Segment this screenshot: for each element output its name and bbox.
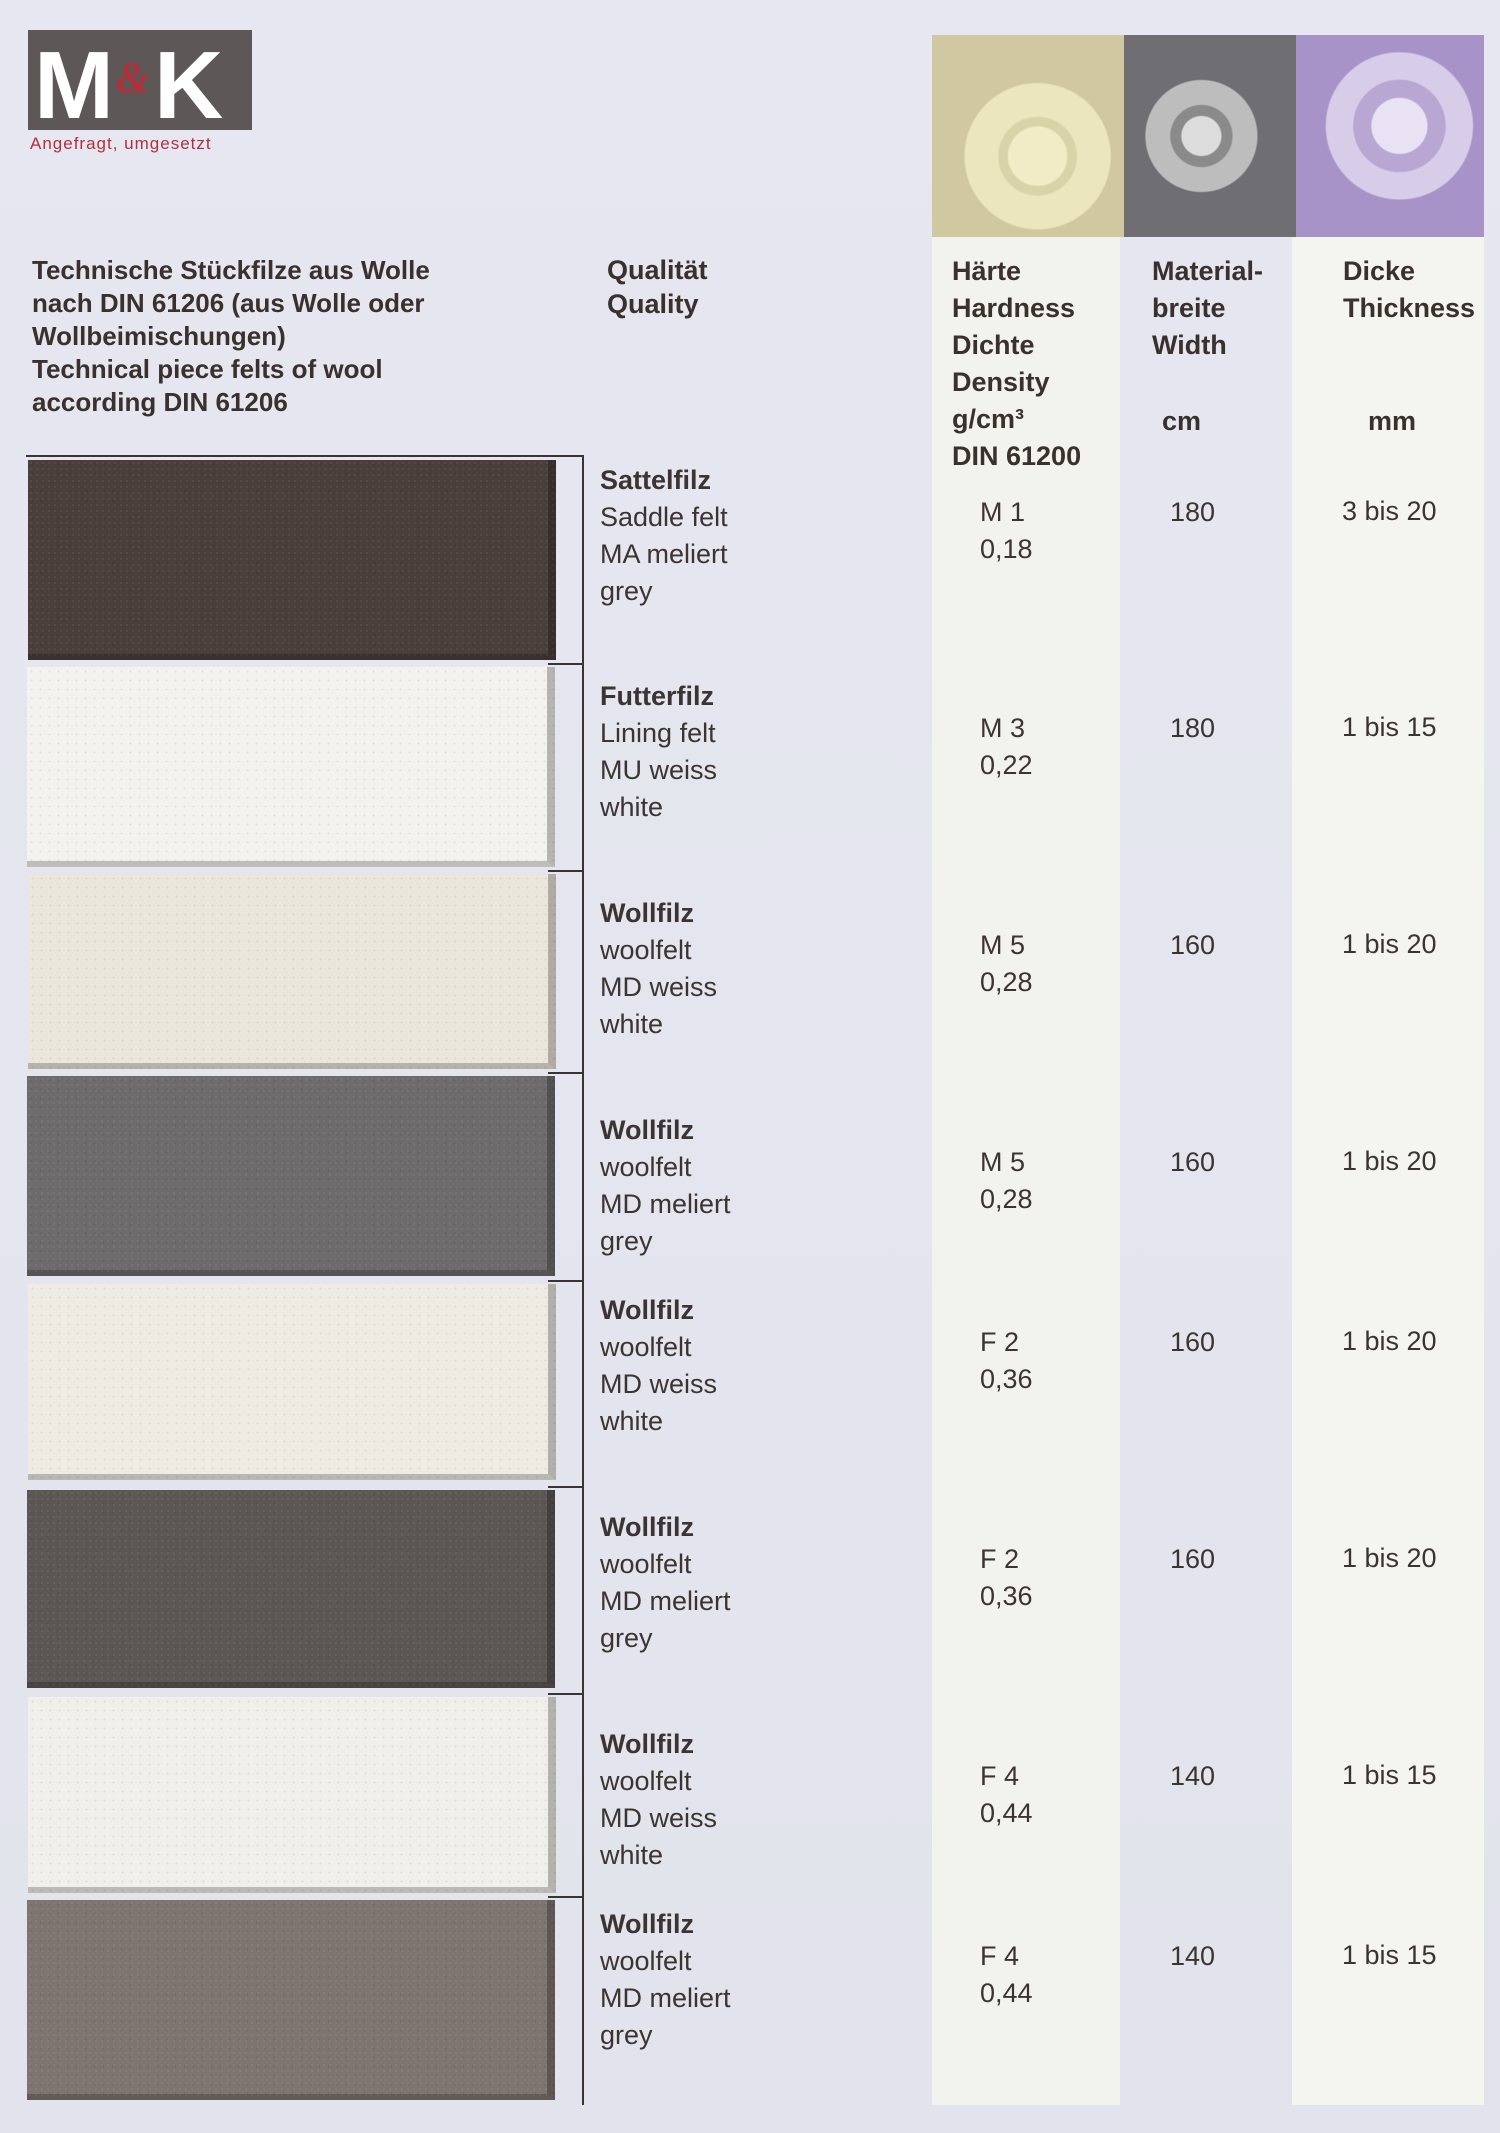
quality-en: woolfelt xyxy=(600,1549,692,1579)
felt-sample-swatch xyxy=(28,460,556,660)
width-value: 160 xyxy=(1170,1147,1216,1177)
hardness-value: F 4 xyxy=(980,1761,1020,1791)
photo-panel-yellow xyxy=(932,35,1124,237)
hardness-cell xyxy=(980,494,1033,568)
row-divider xyxy=(548,663,584,665)
quality-en: woolfelt xyxy=(600,935,692,965)
svg-text:M: M xyxy=(34,32,110,130)
density-value: 0,28 xyxy=(980,967,1033,997)
thickness-value: 1 bis 15 xyxy=(1342,1940,1437,1970)
hardness-value: F 2 xyxy=(980,1544,1020,1574)
logo-mk-icon xyxy=(28,30,252,130)
thickness-value: 1 bis 20 xyxy=(1342,1326,1437,1356)
felt-sample-swatch xyxy=(27,1490,555,1688)
thickness-value: 1 bis 20 xyxy=(1342,929,1437,959)
thickness-value: 1 bis 15 xyxy=(1342,712,1437,742)
felt-sample-swatch xyxy=(27,1076,555,1276)
quality-name: Wollfilz xyxy=(600,1909,694,1939)
density-value: 0,36 xyxy=(980,1581,1033,1611)
width-value: 180 xyxy=(1170,713,1216,743)
brand-logo xyxy=(28,30,252,154)
row-divider xyxy=(548,1693,584,1695)
thickness-unit: mm xyxy=(1368,406,1417,436)
hardness-cell xyxy=(980,1324,1033,1398)
quality-name: Sattelfilz xyxy=(600,465,712,495)
quality-grade: MD weiss xyxy=(600,1803,718,1833)
thickness-value: 1 bis 15 xyxy=(1342,1760,1437,1790)
hardness-value: F 4 xyxy=(980,1941,1020,1971)
hardness-value: M 5 xyxy=(980,1147,1026,1177)
width-value: 160 xyxy=(1170,930,1216,960)
width-unit: cm xyxy=(1162,406,1202,436)
quality-grade: MD weiss xyxy=(600,972,718,1002)
hardness-value: F 2 xyxy=(980,1327,1020,1357)
hardness-value: M 3 xyxy=(980,713,1026,743)
thickness-value: 3 bis 20 xyxy=(1342,496,1437,526)
svg-text:K: K xyxy=(154,32,224,130)
hardness-cell xyxy=(980,1758,1033,1832)
quality-cell xyxy=(600,895,717,1043)
quality-color: grey xyxy=(600,1623,653,1653)
photo-panel-grey xyxy=(1124,35,1296,237)
width-value: 180 xyxy=(1170,497,1216,527)
quality-name: Wollfilz xyxy=(600,1115,694,1145)
quality-en: woolfelt xyxy=(600,1152,692,1182)
table-title: Technische Stückfilze aus Wolle nach DIN 61206 (aus Wolle oder Wollbeimischungen) Technical piece felts of wool according DIN 61206 xyxy=(32,255,430,417)
quality-color: grey xyxy=(600,2020,653,2050)
quality-header: Qualität Quality xyxy=(607,255,708,319)
density-value: 0,28 xyxy=(980,1184,1033,1214)
width-header: Material- breite Width cm xyxy=(1152,253,1263,364)
quality-en: Lining felt xyxy=(600,718,716,748)
width-value: 160 xyxy=(1170,1327,1216,1357)
felt-sample-swatch xyxy=(28,874,556,1069)
quality-color: white xyxy=(600,792,664,822)
svg-text:&: & xyxy=(116,53,151,102)
row-divider xyxy=(548,1896,584,1898)
quality-cell xyxy=(600,462,728,610)
quality-en: woolfelt xyxy=(600,1946,692,1976)
thickness-value: 1 bis 20 xyxy=(1342,1146,1437,1176)
quality-name: Futterfilz xyxy=(600,681,714,711)
felt-sample-swatch xyxy=(27,667,555,867)
hardness-header: Härte Hardness Dichte Density g/cm³ DIN 61200 xyxy=(952,256,1082,471)
quality-name: Wollfilz xyxy=(600,898,694,928)
quality-en: woolfelt xyxy=(600,1766,692,1796)
quality-color: grey xyxy=(600,1226,653,1256)
table-top-rule xyxy=(26,455,584,457)
quality-name: Wollfilz xyxy=(600,1295,694,1325)
quality-color: white xyxy=(600,1009,664,1039)
thickness-value: 1 bis 20 xyxy=(1342,1543,1437,1573)
row-divider xyxy=(548,1072,584,1074)
density-value: 0,44 xyxy=(980,1978,1033,2008)
quality-grade: MD meliert xyxy=(600,1983,731,2013)
quality-grade: MA meliert xyxy=(600,539,728,569)
thickness-header: Dicke Thickness mm xyxy=(1343,253,1475,327)
quality-color: grey xyxy=(600,576,653,606)
quality-name: Wollfilz xyxy=(600,1512,694,1542)
width-value: 140 xyxy=(1170,1941,1216,1971)
felt-sample-swatch xyxy=(28,1284,556,1480)
density-value: 0,44 xyxy=(980,1798,1033,1828)
width-value: 160 xyxy=(1170,1544,1216,1574)
quality-en: Saddle felt xyxy=(600,502,728,532)
quality-cell xyxy=(600,1726,717,1874)
density-value: 0,22 xyxy=(980,750,1033,780)
quality-color: white xyxy=(600,1406,664,1436)
hardness-cell xyxy=(980,1541,1033,1615)
quality-name: Wollfilz xyxy=(600,1729,694,1759)
width-value: 140 xyxy=(1170,1761,1216,1791)
density-value: 0,36 xyxy=(980,1364,1033,1394)
felt-parts-photo xyxy=(932,35,1484,237)
photo-panel-purple xyxy=(1296,35,1484,237)
quality-cell xyxy=(600,1112,731,1260)
quality-en: woolfelt xyxy=(600,1332,692,1362)
row-divider xyxy=(548,1486,584,1488)
felt-sample-swatch xyxy=(28,1697,556,1893)
row-divider xyxy=(548,870,584,872)
quality-cell xyxy=(600,1292,717,1440)
hardness-value: M 1 xyxy=(980,497,1026,527)
density-value: 0,18 xyxy=(980,534,1033,564)
hardness-cell xyxy=(980,1144,1033,1218)
quality-cell xyxy=(600,1509,731,1657)
quality-grade: MD meliert xyxy=(600,1189,731,1219)
brand-tagline: Angefragt, umgesetzt xyxy=(30,134,212,153)
quality-color: white xyxy=(600,1840,664,1870)
logo-mark xyxy=(28,30,252,130)
hardness-cell xyxy=(980,927,1033,1001)
hardness-value: M 5 xyxy=(980,930,1026,960)
quality-grade: MD meliert xyxy=(600,1586,731,1616)
hardness-cell xyxy=(980,710,1033,784)
quality-cell xyxy=(600,678,717,826)
quality-grade: MU weiss xyxy=(600,755,718,785)
hardness-cell xyxy=(980,1938,1033,2012)
quality-cell xyxy=(600,1906,731,2054)
felt-sample-swatch xyxy=(27,1900,555,2100)
row-divider xyxy=(548,1280,584,1282)
quality-grade: MD weiss xyxy=(600,1369,718,1399)
